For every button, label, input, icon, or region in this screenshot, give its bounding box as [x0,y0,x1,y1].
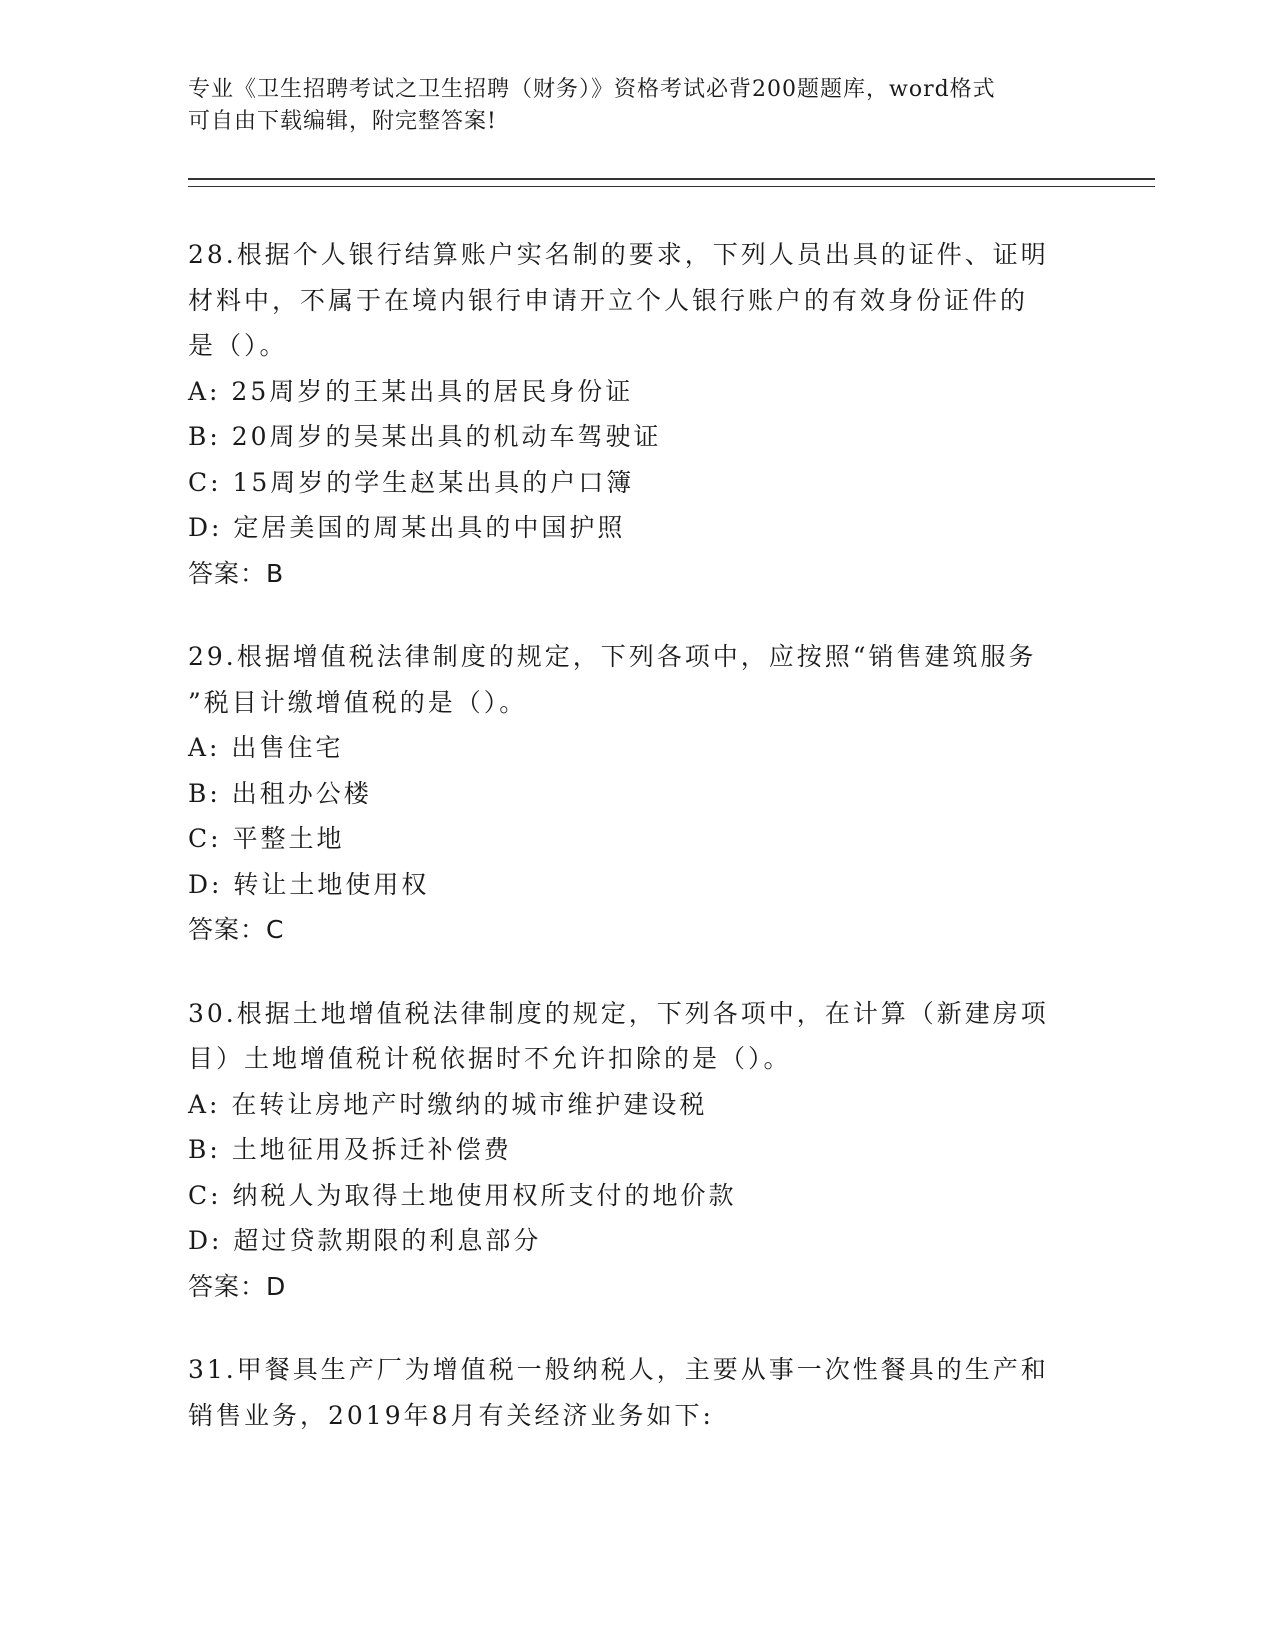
option-b: B: 出租办公楼 [188,778,372,808]
question-stem-line: ”税目计缴增值税的是（）。 [188,687,528,717]
question-28 [188,232,1088,596]
answer-label: 答案：C [188,915,285,944]
question-stem-line: 31.甲餐具生产厂为增值税一般纳税人，主要从事一次性餐具的生产和 [188,1355,1049,1384]
question-stem-line: 29.根据增值税法律制度的规定，下列各项中，应按照“销售建筑服务 [188,642,1037,671]
option-b: B: 20周岁的吴某出具的机动车驾驶证 [188,422,662,451]
header-divider [188,178,1155,187]
option-c: C: 15周岁的学生赵某出具的户口簿 [188,467,635,497]
option-d: D: 转让土地使用权 [188,869,430,899]
question-stem-line: 材料中，不属于在境内银行申请开立个人银行账户的有效身份证件的 [188,285,1029,315]
question-stem-line: 30.根据土地增值税法律制度的规定，下列各项中，在计算（新建房项 [188,998,1049,1028]
page-header [188,74,1088,138]
option-c: C: 纳税人为取得土地使用权所支付的地价款 [188,1180,737,1210]
question-30 [188,991,1088,1310]
answer-label: 答案：D [188,1271,287,1301]
question-stem-line: 目）土地增值税计税依据时不允许扣除的是（）。 [188,1044,792,1073]
question-stem-line: 销售业务，2019年8月有关经济业务如下: [188,1400,714,1430]
option-a: A: 25周岁的王某出具的居民身份证 [188,376,634,406]
option-c: C: 平整土地 [188,824,345,853]
header-line-1: 专业《卫生招聘考试之卫生招聘（财务）》资格考试必背200题题库，word格式 [188,77,996,102]
question-29 [188,634,1088,953]
question-stem-line: 是（）。 [188,331,288,360]
option-b: B: 土地征用及拆迁补偿费 [188,1135,512,1164]
question-list [188,232,1088,1476]
answer-label: 答案：B [188,558,285,588]
question-stem-line: 28.根据个人银行结算账户实名制的要求，下列人员出具的证件、证明 [188,240,1049,269]
option-a: A: 在转让房地产时缴纳的城市维护建设税 [188,1089,708,1119]
option-d: D: 定居美国的周某出具的中国护照 [188,513,626,542]
question-31 [188,1347,1088,1438]
option-a: A: 出售住宅 [188,733,344,762]
header-line-2: 可自由下载编辑，附完整答案! [188,109,497,134]
option-d: D: 超过贷款期限的利息部分 [188,1226,542,1255]
